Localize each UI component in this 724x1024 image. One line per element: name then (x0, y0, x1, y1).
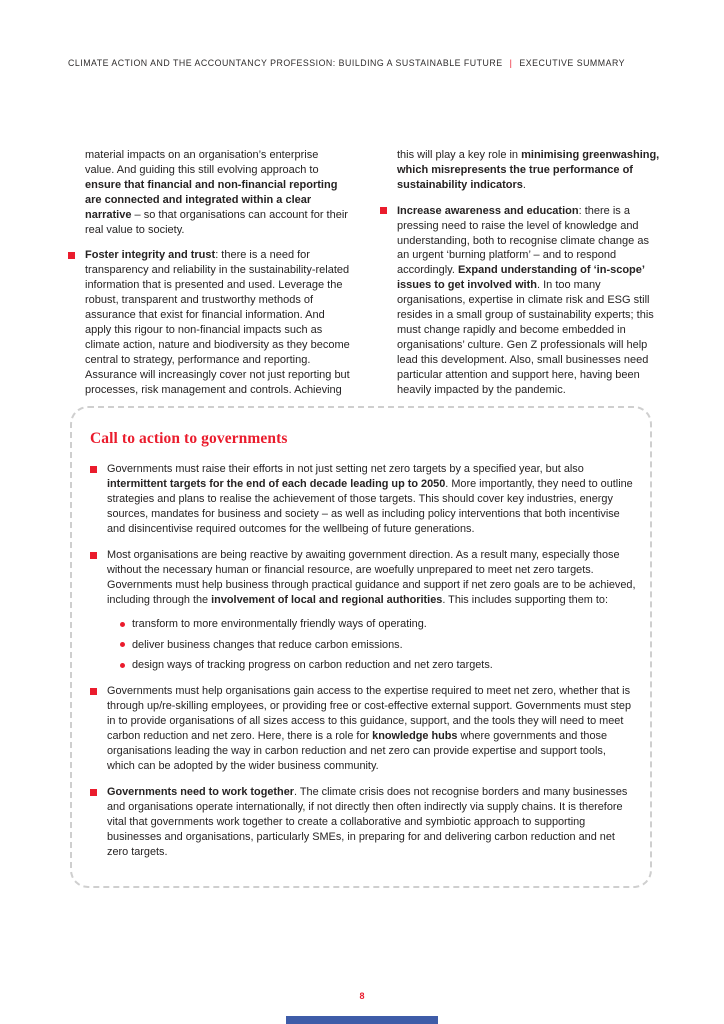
bullet-text: Governments must help organisations gain access to the expertise required to meet net zero, whether that is through up/re-skilling employees, or providing free or cost-effective external support. Governments must step in to provide organisations of all sizes access to this guidance, support, and the tools they will need to meet carbon reduction and net zero. Here, there is a role for knowledge hubs where governments and those organisations leading the way in carbon reduction and net zero can provide expertise and support tools, which can be adopted by the wider business community. (107, 685, 632, 772)
page-number: 8 (359, 991, 365, 1001)
sub-bullet-text: transform to more environmentally friendly ways of operating. (132, 618, 427, 630)
bullet-text: Increase awareness and education: there is a pressing need to raise the level of knowledge and understanding, both to recognise climate change as an urgent ‘burning platform’ – and to respond accordingly. Expand understanding of ‘in-scope’ issues to get involved with. In too many organisations, expertise in climate risk and ESG still resides in a small group of sustainability experts; this must change rapidly and become embedded in organisations’ culture. Gen Z professionals will help lead this development. Also, small businesses need particular attention and support here, having been heavily impacted by the pandemic. (397, 204, 654, 396)
bullet-text: Foster integrity and trust: there is a need for transparency and reliability in the sustainability-related information that is presented and used. Leverage the robust, transparent and trustworthy methods of assurance that exist for financial information. And apply this rigour to non-financial impacts such as climate action, nature and biodiversity as they become central to strategy, performance and reporting. Assurance will increasingly cover not just reporting but processes, risk management and controls. Achieving (85, 249, 350, 396)
paragraph-continuation: this will play a key role in minimising greenwashing, which misrepresents the true performance of sustainability indicators. (397, 149, 660, 191)
bullet-item (90, 548, 636, 673)
bullet-text: Most organisations are being reactive by awaiting government direction. As a result many, especially those without the necessary human or financial resource, are woefully unprepared to meet net zero targets. Governments must help business through practical guidance and support if net zero goals are to be achieved, including through the involvement of local and regional authorities. This includes supporting them to: (107, 549, 636, 606)
box-heading: Call to action to governments (90, 430, 288, 447)
sub-bullet-list (120, 617, 636, 673)
sub-bullet-dot-icon (120, 622, 125, 627)
paragraph-continuation: material impacts on an organisation’s enterprise value. And guiding this still evolving approach to ensure that financial and non-financial reporting are connected and integrated within a clear narrative – so that organisations can account for their real value to society. (85, 149, 348, 236)
bullet-text: Governments must raise their efforts in not just setting net zero targets by a specified year, but also intermittent targets for the end of each decade leading up to 2050. More importantly, they need to outline strategies and plans to realise the achievement of those targets. This should cover key industries, energy sources, mandates for business and society – as well as including policy interventions that both incentivise and disincentivise required outcomes for the wellbeing of future generations. (107, 463, 633, 535)
bullet-square-icon (380, 207, 387, 214)
bullet-item (90, 462, 636, 537)
sub-bullet-text: deliver business changes that reduce carbon emissions. (132, 638, 403, 651)
bullet-item (90, 684, 636, 774)
header-separator-bar: | (509, 58, 513, 68)
sub-bullet-item (120, 658, 636, 673)
sub-bullet-dot-icon (120, 642, 125, 647)
sub-bullet-item (120, 638, 636, 653)
bullet-square-icon (90, 466, 97, 473)
bullet-square-icon (90, 789, 97, 796)
sub-bullet-dot-icon (120, 663, 125, 668)
header-title: CLIMATE ACTION AND THE ACCOUNTANCY PROFESSION: BUILDING A SUSTAINABLE FUTURE (68, 58, 503, 68)
two-column-body (68, 148, 662, 409)
header-section-label: EXECUTIVE SUMMARY (519, 58, 625, 68)
bullet-square-icon (90, 688, 97, 695)
bullet-square-icon (90, 552, 97, 559)
sub-bullet-item (120, 617, 636, 632)
left-column (68, 148, 350, 409)
call-to-action-box (70, 406, 652, 888)
bullet-item (68, 248, 350, 397)
right-column (380, 148, 662, 409)
bullet-text: Governments need to work together. The climate crisis does not recognise borders and many businesses and organisations operate internationally, if not directly then often indirectly via supply chains. It is therefore vital that governments work together to create a collaborative and symbiotic approach to supporting businesses and organisations, particularly SMEs, in preparing for and delivering carbon reduction and net zero targets. (107, 786, 628, 858)
bullet-item (90, 785, 636, 860)
bullet-item (380, 204, 662, 398)
footer-bar (286, 1016, 438, 1024)
sub-bullet-text: design ways of tracking progress on carbon reduction and net zero targets. (132, 659, 493, 671)
bullet-square-icon (68, 252, 75, 259)
running-header (68, 58, 684, 68)
